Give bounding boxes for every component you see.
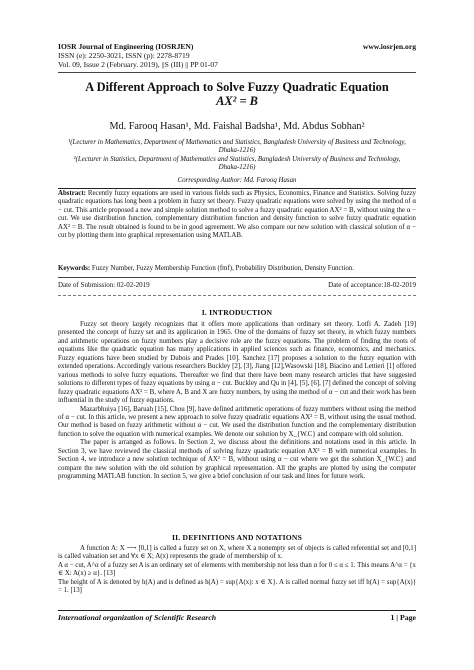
journal-name: IOSR Journal of Engineering (IOSRJEN) — [58, 42, 194, 51]
abstract-top-rule — [58, 188, 416, 189]
definition-paragraph-1: A function A: X ⟶ [0,1] is called a fuzzy set on X, where X a nonempty set of objects is called referential set and [0,1] is called valuation set and ∀x ∈ X; A(x) represents the grade of membership of x. — [58, 545, 416, 561]
intro-paragraph-1: Fuzzy set theory largely recognizes that it offers more applications than ordinary set theory. Lotfi A. Zadeh [19] presented the concept of fuzzy set and its application in 1965. One of the domains of fuzzy set theory, in which fuzzy numbers and arithmetic operations on fuzzy numbers play a decisive role are the fuzzy equations. The problem of finding the roots of equations like the quadratic equation has many applications in applied sciences such as finance, economics, and mechanics. Fuzzy equations have been studied by Dubois and Prades [10]. Sanchez [17] proposes a solution to the fuzzy equation with extended operations. Accordingly various researchers Buckley [2], [3], Jiang [12],Wasowski [18], Biacino and Lettieri [1] offered various methods to solve fuzzy equations. Thereafter we find that there have been many research articles that have suggested solutions to different types of fuzzy equations by using α − cut. Buckley and Qu in [4], [5], [6], [7] defined the concept of solving fuzzy quadratic equations AX² = B, where A, B and X are fuzzy numbers, by using the method of α − cut and their work has been influential in the study of fuzzy equations. — [58, 321, 416, 405]
definitions-body — [58, 545, 416, 596]
dates-row — [58, 281, 416, 289]
corresponding-author: Corresponding Author: Md. Farooq Hasan — [177, 177, 297, 184]
submission-date: Date of Submission: 02-02-2019 — [58, 281, 150, 289]
page-number: 1 | Page — [390, 613, 416, 622]
author-list: Md. Farooq Hasan¹, Md. Faishal Badsha¹, Md. Abdus Sobhan² — [109, 121, 365, 132]
affiliation-2: ²(Lecturer in Statistics, Department of Mathematics and Statistics, Bangladesh University of Business and Technology, Dhaka-1216) — [73, 156, 401, 172]
header-rule — [58, 72, 416, 73]
affiliation-1: ¹(Lecturer in Mathematics, Department of Mathematics and Statistics, Bangladesh University of Business and Technology, Dhaka-1216) — [68, 139, 406, 155]
issn-line: ISSN (e): 2250-3021, ISSN (p): 2278-8719 — [58, 51, 190, 61]
intro-paragraph-3: The paper is arranged as follows. In Section 2, we discuss about the definitions and notations used in this article. In Section 3, we have reviewed the classical methods of solving fuzzy quadratic equation AX² = B with numerical examples. In Section 4, we introduce a new solution technique of AX² = B, without using α − cut where we get the solution X_{W.C} and compare the new solution with the old solution by graphical representation. All the graphs are plotted by using the computer programming MATLAB function. In section 5, we give a brief conclusion of our task and lines for future work. — [58, 439, 416, 481]
definition-paragraph-2: A α − cut, A^α of a fuzzy set A is an ordinary set of elements with membership not less than α for 0 ≤ α ≤ 1. This means A^α = {x ∈ X: A(x) ≥ α}. [13] — [58, 561, 416, 578]
volume-line: Vol. 09, Issue 2 (February. 2019), ||S (III) || PP 01-07 — [58, 60, 218, 70]
dates-top-rule — [58, 277, 416, 278]
page-footer — [58, 613, 416, 622]
acceptance-date: Date of acceptance:18-02-2019 — [328, 281, 416, 289]
definition-paragraph-3: The height of A is denoted by h(A) and is defined as h(A) = sup{A(x): x ∈ X}. A is called normal fuzzy set iff h(A) = sup{A(x)} = 1. [13] — [58, 578, 416, 595]
section-1-heading: I. INTRODUCTION — [201, 308, 273, 317]
introduction-body — [58, 321, 416, 482]
keywords-label: Keywords: — [58, 265, 91, 272]
journal-header — [58, 42, 416, 70]
keywords-block — [58, 265, 416, 273]
paper-title — [58, 80, 416, 108]
title-line-1: A Different Approach to Solve Fuzzy Quadratic Equation — [85, 80, 389, 94]
intro-paragraph-2: Mazarbhuiya [16], Baruah [15], Chou [9], have defined arithmetic operations of fuzzy numbers without using the method of α − cut. In this article, we present a new approach to solve fuzzy quadratic equations AX² = B, without using the usual method. Our method is based on fuzzy arithmetic without α − cut. We used the distribution function and the complementary distribution function to solve the equation with numerical examples. We denote our solution by X_{W.C} and compare with old solution. — [58, 405, 416, 438]
footer-rule — [58, 610, 416, 611]
title-equation: AX² = B — [216, 94, 258, 108]
abstract-block — [58, 190, 416, 240]
dates-bottom-rule — [58, 295, 416, 296]
abstract-label: Abstract: — [58, 190, 86, 197]
keywords-text: Fuzzy Number, Fuzzy Membership Function (fmf), Probability Distribution, Density Function. — [91, 265, 355, 272]
journal-website[interactable]: www.iosrjen.org — [362, 42, 416, 51]
footer-organization: International organization of Scientific Research — [58, 613, 217, 622]
abstract-text: Recently fuzzy equations are used in various fields such as Physics, Economics, Finance and Statistics. Solving fuzzy quadratic equations has long been a problem in fuzzy set theory. Fuzzy quadratic equations were solved by using the method of α − cut. This article proposed a new and simple solution method to solve a fuzzy quadratic equation AX² = B, without using the α − cut. We use distribution function, complementary distribution function and density function to solve fuzzy quadratic equation AX² = B. The result obtained is found to be in good agreement. We also compare our new solution with classical solution of α − cut by plotting them into graphical representation using MATLAB. — [58, 190, 416, 240]
section-2-heading: II. DEFINITIONS AND NOTATIONS — [172, 533, 302, 542]
